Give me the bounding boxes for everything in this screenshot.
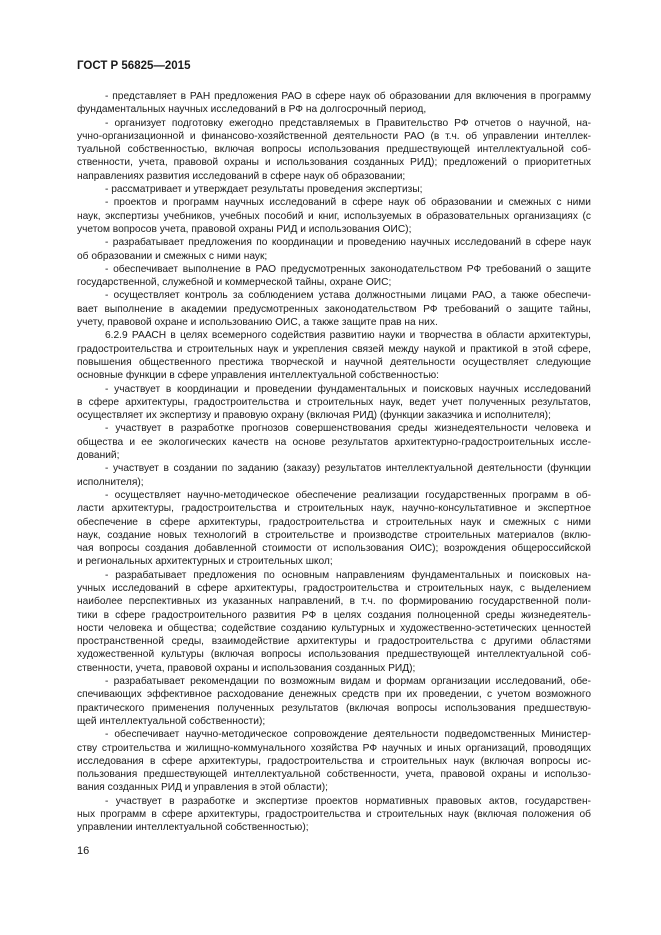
text-line: учетом вопросов учета, правовой охраны РИД и использования ОИС);	[77, 223, 412, 235]
paragraph-7	[77, 289, 591, 329]
text-line: в сфере архитектуры, градостроительства и строительных наук, ведет учет полученных результатов,	[77, 396, 591, 408]
text-line: об образовании и смежных с ними наук;	[77, 250, 268, 262]
text-line: направлениях развития исследований в сфере наук об образовании;	[77, 170, 406, 182]
text-line: вания созданных РИД и управления в этой области);	[77, 782, 328, 794]
text-line: чая вопросы создания добавленной стоимости от использования ОИС); возрождения общероссийской	[77, 543, 591, 555]
text-line: учно-организационной и финансово-хозяйственной деятельности РАО (в т.ч. об управлении интеллек-	[77, 130, 591, 142]
paragraph-4	[77, 196, 591, 236]
clause-6-2-9	[77, 329, 591, 382]
text-line: - проектов и программ научных исследований в сфере наук об образовании и смежных с ними	[105, 197, 591, 209]
text-line: - представляет в РАН предложения РАО в сфере наук об образовании для включения в программу	[105, 91, 591, 102]
text-line: пользования предшествующей интеллектуальной собственности, учета, правовой охраны и использо-	[77, 769, 591, 781]
body-text	[77, 90, 591, 835]
text-line: учных исследований в сфере архитектуры, градостроительства и строительных наук, с выделением	[77, 582, 591, 594]
text-line: осуществляет их экспертизу и правовую охрану (включая РИД) (функции заказчика и исполнителя);	[77, 410, 551, 422]
text-line: - рассматривает и утверждает результаты проведения экспертизы;	[105, 184, 423, 196]
text-line: - участвует в разработке прогнозов совершенствования среды жизнедеятельности человека и	[105, 423, 591, 435]
text-line: градостроительства и строительных наук и укрепления связей между наукой и практикой в этой сфере,	[77, 343, 591, 355]
paragraph-1	[77, 90, 591, 117]
text-line: ству строительства и жилищно-коммунального хозяйства РФ научных и иных организаций, проводящих	[77, 742, 591, 754]
text-line: фундаментальных научных исследований в РФ на долгосрочный период,	[77, 104, 427, 116]
text-line: вает выполнение в академии предусмотренных законодательством РФ требований о защите тайны,	[77, 303, 591, 315]
text-line: учету, правовой охране и использованию ОИС, а также защите прав на них.	[77, 317, 438, 329]
text-line: - обеспечивает научно-методическое сопровождение деятельности подведомственных Министер-	[105, 729, 591, 741]
text-line: - осуществляет научно-методическое обеспечение реализации государственных программ в об-	[105, 489, 591, 501]
paragraph-12	[77, 489, 591, 569]
paragraph-3	[77, 183, 591, 196]
text-line: спечивающих эффективное расходование денежных средств при их проведении, с учетом возможного	[77, 689, 591, 701]
page-number: 16	[77, 845, 90, 857]
text-line: 6.2.9 РААСН в целях всемерного содействия развитию науки и творчества в области архитектуры,	[105, 330, 591, 342]
text-line: - участвует в разработке и экспертизе проектов нормативных правовых актов, государствен-	[105, 795, 591, 807]
text-line: обеспечение в сфере архитектуры, градостроительства и строительных наук и смежных с ними	[77, 516, 591, 528]
text-line: - разрабатывает предложения по координации и проведению научных исследований в сфере наук	[105, 237, 591, 249]
text-line: ласти архитектуры, градостроительства и строительных наук, научно-консультативное и экспертное	[77, 503, 591, 515]
text-line: и региональных архитектурных и строительных школ;	[77, 556, 333, 568]
text-line: исследования в сфере архитектуры, градостроительства и строительных наук (включая вопросы ис-	[77, 755, 591, 767]
text-line: ности человека и общества; содействие созданию культурных и художественно-эстетических ценностей	[77, 622, 591, 634]
paragraph-13	[77, 569, 591, 675]
text-line: практического применения полученных результатов (включая вопросы использования предшествую-	[77, 702, 591, 714]
text-line: щей интеллектуальной собственности);	[77, 715, 266, 727]
text-line: - обеспечивает выполнение в РАО предусмотренных законодательством РФ требований о защите	[105, 263, 591, 275]
paragraph-2	[77, 117, 591, 183]
text-line: наук, создание новых технологий в строительстве и производстве строительных материалов (вклю-	[77, 529, 591, 541]
text-line: ных программ в сфере архитектуры, градостроительства и строительных наук (включая положения об	[77, 809, 591, 821]
text-line: - разрабатывает предложения по основным направлениям фундаментальных и поисковых на-	[105, 569, 591, 581]
text-line: повышения общественного престижа творческой и научной деятельности осуществляет следующие	[77, 356, 591, 368]
paragraph-15	[77, 728, 591, 794]
paragraph-14	[77, 675, 591, 728]
page-header: ГОСТ Р 56825—2015	[77, 60, 191, 72]
text-line: пространственной среды, взаимодействие архитектуры и градостроительства с другими областями	[77, 636, 591, 648]
paragraph-16	[77, 795, 591, 835]
paragraph-9	[77, 383, 591, 423]
text-line: основные функции в сфере управления интеллектуальной собственностью:	[77, 370, 439, 382]
paragraph-6	[77, 263, 591, 290]
text-line: туальной собственностью, включая вопросы использования предшествующей интеллектуальной соб-	[77, 144, 591, 156]
text-line: - участвует в координации и проведении фундаментальных и поисковых научных исследований	[105, 383, 591, 395]
text-line: ственности, учета, правовой охраны и использования созданных РИД);	[77, 662, 416, 674]
paragraph-11	[77, 462, 591, 489]
text-line: наук, экспертизы учебников, учебных пособий и книг, используемых в образовательных организациях (с	[77, 210, 591, 222]
text-line: - участвует в создании по заданию (заказу) результатов интеллектуальной деятельности (функции	[105, 463, 591, 475]
text-line: художественной культуры (включая вопросы использования предшествующей интеллектуальной соб-	[77, 649, 591, 661]
text-line: наиболее перспективных из указанных направлений, в т.ч. по формированию государственной поли-	[77, 596, 591, 608]
text-line: - осуществляет контроль за соблюдением устава должностными лицами РАО, а также обеспечи-	[105, 290, 591, 302]
text-line: государственной, служебной и коммерческой тайны, охране ОИС;	[77, 277, 392, 289]
text-line: дований;	[77, 450, 120, 462]
paragraph-10	[77, 422, 591, 462]
text-line: ственности, учета, правовой охраны и использования созданных РИД); предложений о приоритетных	[77, 157, 591, 169]
text-line: общества и ее экологических качеств на основе результатов архитектурно-градостроительных иссле-	[77, 436, 591, 448]
text-line: управлении интеллектуальной собственностью);	[77, 822, 309, 834]
text-line: - организует подготовку ежегодно представляемых в Правительство РФ отчетов о научной, на-	[105, 117, 591, 129]
paragraph-5	[77, 236, 591, 263]
text-line: исполнителя);	[77, 476, 144, 488]
text-line: тики в сфере градостроительного развития РФ в целях создания полноценной среды жизнедеятель-	[77, 609, 591, 621]
text-line: - разрабатывает рекомендации по возможным видам и формам организации исследований, обе-	[105, 676, 591, 688]
